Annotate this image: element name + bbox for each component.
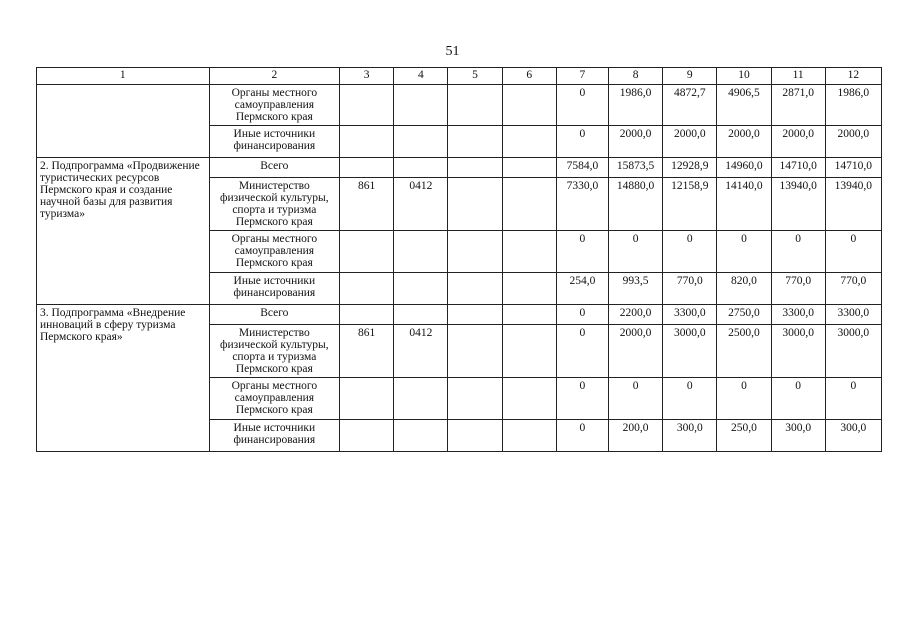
col-header: 9 <box>663 68 717 85</box>
value-cell: 7330,0 <box>556 178 608 231</box>
source-cell: Иные источники финансирования <box>209 273 339 305</box>
value-cell: 861 <box>340 178 394 231</box>
value-cell <box>394 85 448 126</box>
value-cell: 0 <box>556 378 608 420</box>
value-cell <box>394 126 448 158</box>
value-cell: 0 <box>556 325 608 378</box>
value-cell <box>448 178 502 231</box>
col-header: 1 <box>37 68 210 85</box>
value-cell: 2200,0 <box>608 305 662 325</box>
table-row <box>37 305 882 325</box>
value-cell: 0412 <box>394 178 448 231</box>
value-cell <box>394 158 448 178</box>
value-cell: 0 <box>556 420 608 452</box>
value-cell: 993,5 <box>608 273 662 305</box>
value-cell: 14710,0 <box>771 158 825 178</box>
value-cell: 2871,0 <box>771 85 825 126</box>
value-cell: 0 <box>608 231 662 273</box>
value-cell <box>502 378 556 420</box>
value-cell: 2000,0 <box>663 126 717 158</box>
value-cell: 3000,0 <box>663 325 717 378</box>
value-cell <box>502 420 556 452</box>
value-cell: 13940,0 <box>825 178 881 231</box>
value-cell: 0 <box>771 231 825 273</box>
value-cell: 3000,0 <box>771 325 825 378</box>
value-cell: 2000,0 <box>717 126 771 158</box>
value-cell: 0 <box>825 231 881 273</box>
value-cell: 3300,0 <box>771 305 825 325</box>
value-cell: 0 <box>608 378 662 420</box>
source-cell: Органы местного самоуправления Пермского края <box>209 85 339 126</box>
value-cell: 2000,0 <box>825 126 881 158</box>
value-cell: 14960,0 <box>717 158 771 178</box>
value-cell <box>340 378 394 420</box>
col-header: 12 <box>825 68 881 85</box>
col-header: 5 <box>448 68 502 85</box>
value-cell: 0 <box>663 231 717 273</box>
value-cell: 0 <box>556 126 608 158</box>
value-cell <box>340 158 394 178</box>
source-cell: Всего <box>209 158 339 178</box>
value-cell: 14710,0 <box>825 158 881 178</box>
value-cell <box>340 231 394 273</box>
value-cell <box>340 126 394 158</box>
value-cell <box>394 231 448 273</box>
value-cell <box>502 85 556 126</box>
col-header: 2 <box>209 68 339 85</box>
value-cell: 0 <box>825 378 881 420</box>
source-cell: Министерство физической культуры, спорта и туризма Пермского края <box>209 325 339 378</box>
col-header: 3 <box>340 68 394 85</box>
value-cell: 2500,0 <box>717 325 771 378</box>
value-cell <box>502 305 556 325</box>
value-cell <box>448 305 502 325</box>
value-cell: 12928,9 <box>663 158 717 178</box>
value-cell <box>448 273 502 305</box>
value-cell <box>394 305 448 325</box>
value-cell <box>502 273 556 305</box>
value-cell <box>502 231 556 273</box>
source-cell: Органы местного самоуправления Пермского края <box>209 231 339 273</box>
value-cell: 0 <box>556 305 608 325</box>
value-cell <box>502 158 556 178</box>
source-cell: Министерство физической культуры, спорта и туризма Пермского края <box>209 178 339 231</box>
value-cell: 0 <box>717 231 771 273</box>
value-cell <box>394 420 448 452</box>
value-cell: 2000,0 <box>771 126 825 158</box>
budget-table <box>36 67 882 452</box>
value-cell: 3300,0 <box>663 305 717 325</box>
value-cell: 2000,0 <box>608 325 662 378</box>
source-cell: Органы местного самоуправления Пермского края <box>209 378 339 420</box>
value-cell: 1986,0 <box>825 85 881 126</box>
value-cell: 0 <box>717 378 771 420</box>
value-cell <box>448 231 502 273</box>
col-header: 10 <box>717 68 771 85</box>
value-cell <box>340 420 394 452</box>
program-cell <box>37 85 210 158</box>
value-cell: 861 <box>340 325 394 378</box>
value-cell: 250,0 <box>717 420 771 452</box>
value-cell <box>448 126 502 158</box>
value-cell <box>394 378 448 420</box>
value-cell: 0 <box>771 378 825 420</box>
source-cell: Иные источники финансирования <box>209 420 339 452</box>
value-cell <box>502 325 556 378</box>
value-cell: 14140,0 <box>717 178 771 231</box>
value-cell: 14880,0 <box>608 178 662 231</box>
value-cell: 3300,0 <box>825 305 881 325</box>
value-cell: 4872,7 <box>663 85 717 126</box>
value-cell: 300,0 <box>771 420 825 452</box>
value-cell: 12158,9 <box>663 178 717 231</box>
value-cell <box>502 126 556 158</box>
value-cell: 3000,0 <box>825 325 881 378</box>
value-cell: 300,0 <box>825 420 881 452</box>
value-cell: 7584,0 <box>556 158 608 178</box>
col-header: 8 <box>608 68 662 85</box>
source-cell: Иные источники финансирования <box>209 126 339 158</box>
value-cell: 2750,0 <box>717 305 771 325</box>
program-cell: 2. Подпрограмма «Продвижение туристических ресурсов Пермского края и создание научной базы для развития туризма» <box>37 158 210 305</box>
value-cell: 15873,5 <box>608 158 662 178</box>
col-header: 7 <box>556 68 608 85</box>
col-header: 4 <box>394 68 448 85</box>
value-cell: 300,0 <box>663 420 717 452</box>
col-header: 6 <box>502 68 556 85</box>
value-cell <box>448 158 502 178</box>
value-cell <box>340 85 394 126</box>
value-cell: 200,0 <box>608 420 662 452</box>
header-row <box>37 68 882 85</box>
program-cell: 3. Подпрограмма «Внедрение инноваций в сферу туризма Пермского края» <box>37 305 210 452</box>
value-cell <box>448 378 502 420</box>
value-cell: 0412 <box>394 325 448 378</box>
table-row <box>37 158 882 178</box>
page-number: 51 <box>445 44 460 59</box>
value-cell: 13940,0 <box>771 178 825 231</box>
value-cell: 0 <box>663 378 717 420</box>
value-cell <box>502 178 556 231</box>
source-cell: Всего <box>209 305 339 325</box>
value-cell: 0 <box>556 85 608 126</box>
value-cell: 254,0 <box>556 273 608 305</box>
value-cell <box>448 325 502 378</box>
value-cell <box>340 305 394 325</box>
value-cell <box>448 85 502 126</box>
value-cell: 1986,0 <box>608 85 662 126</box>
value-cell: 0 <box>556 231 608 273</box>
value-cell <box>394 273 448 305</box>
table-row <box>37 85 882 126</box>
col-header: 11 <box>771 68 825 85</box>
value-cell: 4906,5 <box>717 85 771 126</box>
value-cell: 770,0 <box>771 273 825 305</box>
value-cell: 820,0 <box>717 273 771 305</box>
value-cell <box>340 273 394 305</box>
value-cell <box>448 420 502 452</box>
value-cell: 770,0 <box>663 273 717 305</box>
value-cell: 2000,0 <box>608 126 662 158</box>
value-cell: 770,0 <box>825 273 881 305</box>
